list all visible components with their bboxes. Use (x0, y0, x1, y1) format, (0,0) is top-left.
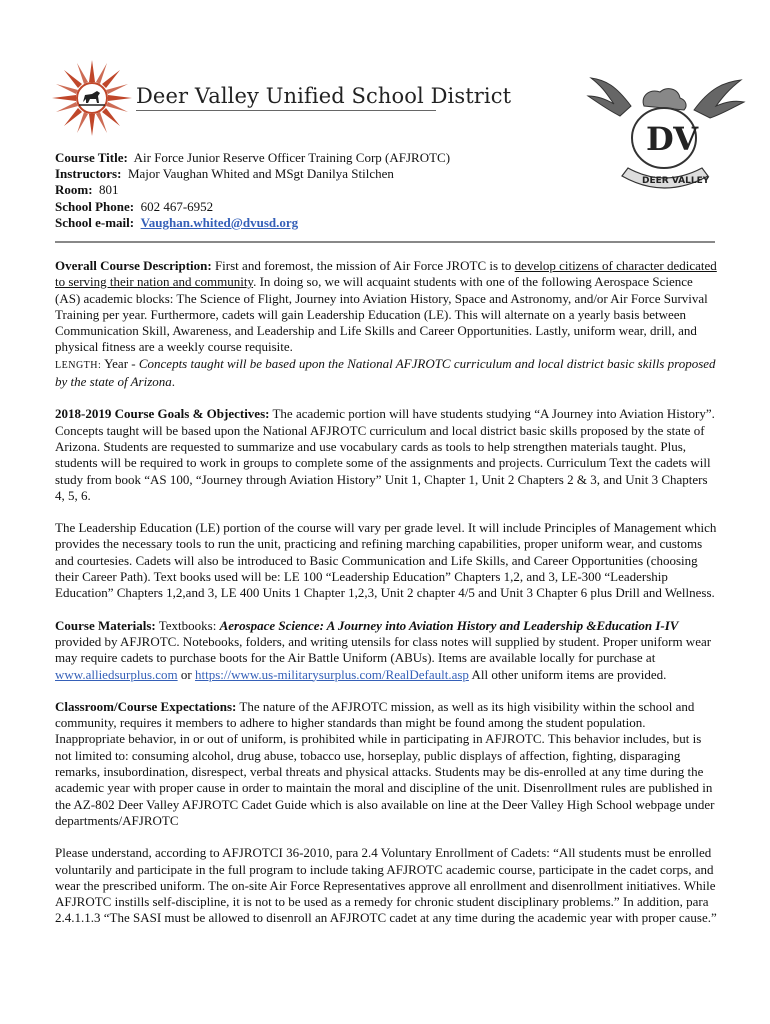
course-title: Air Force Junior Reserve Officer Training Corp (AFJROTC) (133, 150, 451, 165)
overview-text-b: . In doing so, we will acquaint students with one of the following Aerospace Science (AS) academic blocks: The Science of Flight, Journey into Aviation History, Space and Astronomy, and/or Air Force Survival Training per year. Furthermore, cadets will gain Leadership Education (LE). This will alternate on a yearly basis between Communication Skill, Awareness, and Leadership and Life Skills and Career Opportunities. Lastly, uniform wear, drill, and physical fitness are a weekly course requisite. (55, 274, 708, 355)
email-row (55, 215, 450, 231)
phone: 602 467-6952 (140, 198, 214, 214)
expectations-text: The nature of the AFJROTC mission, as well as its high visibility within the school and community, requires it members to adhere to higher standards than might be found among the student population. Inappropriate behavior, in or out of uniform, is prohibited while in participating in AFJROTC. This behavior includes, but is not limited to: consuming alcohol, drug abuse, tobacco use, horseplay, public displays of affection, fighting, disparaging remarks, insubordination, disrespect, verbal threats and physical attacks. Students may be dis-enrolled at any time during the academic year with proper cause in order to maintain the moral and discipline of the unit. Disenrollment rules are published in the AZ-802 Deer Valley AFJROTC Cadet Guide which is also available on line at the Deer Valley High School webpage under departments/AFJROTC (55, 698, 715, 828)
enrollment-text: Please understand, according to AFJROTCI 36-2010, para 2.4 Voluntary Enrollment of Cadets: “All students must be enrolled voluntarily and participate in the full program to include taking AFJROTC academic course, participate in the cadet corps, and wear the prescribed uniform. The on-site Air Force Representatives approve all enrollment and disenrollment initiatives. While AFJROTC instills self-discipline, it is not to be used as a remedy for chronic student disciplinary problems.” In addition, para 2.4.1.1.3 “The SASI must be allowed to disenroll an AFJROTC cadet at any time during the academic year with proper cause.” (55, 845, 717, 926)
overview-paragraph (55, 258, 717, 356)
course-info (55, 150, 450, 231)
materials-text-c: All other uniform items are provided. (471, 666, 667, 682)
phone-row (55, 199, 450, 215)
length-value: Year - (104, 355, 136, 371)
length-end: . (171, 374, 176, 390)
materials-heading: Course Materials: (55, 617, 156, 633)
materials-or: or (180, 666, 192, 682)
phone-label: School Phone: (55, 198, 135, 214)
allied-surplus-link[interactable]: www.alliedsurplus.com (55, 666, 178, 682)
length-note: Concepts taught will be based upon the National AFJROTC curriculum and local district basic skills proposed by the state of Arizona (55, 355, 716, 390)
district-name: Deer Valley Unified School District (136, 84, 512, 108)
expectations-paragraph (55, 699, 717, 829)
overview-mission: develop citizens of character dedicated to serving their nation and community (55, 258, 717, 290)
header-divider (136, 110, 436, 111)
instructors-row (55, 166, 450, 182)
document-body (55, 258, 717, 943)
enrollment-paragraph (55, 845, 717, 926)
email-link[interactable]: Vaughan.whited@dvusd.org (140, 214, 299, 230)
course-title-row (55, 150, 450, 166)
overview-text-a: First and foremost, the mission of Air Force JROTC is to (214, 258, 512, 273)
room: 801 (99, 182, 119, 198)
goals-paragraph (55, 406, 717, 504)
goals-heading: 2018-2019 Course Goals & Objectives: (55, 406, 270, 422)
sun-logo-icon (48, 58, 138, 138)
le-paragraph (55, 520, 717, 601)
military-surplus-link[interactable]: https://www.us-militarysurplus.com/RealDefault.asp (194, 666, 469, 682)
overview-heading: Overall Course Description: (55, 258, 212, 273)
textbook-title: Aerospace Science: A Journey into Aviation History and Leadership &Education I-IV (219, 617, 679, 633)
length-label: LENGTH: (55, 359, 102, 371)
svg-text:DV: DV (646, 120, 699, 158)
email-label: School e-mail: (55, 214, 135, 230)
instructors-label: Instructors: (55, 166, 122, 182)
section-divider (55, 241, 715, 243)
materials-paragraph (55, 618, 717, 683)
svg-text:DEER VALLEY: DEER VALLEY (642, 176, 710, 186)
room-label: Room: (55, 182, 93, 198)
eagle-crest-icon (586, 76, 746, 201)
instructors: Major Vaughan Whited and MSgt Danilya Stilchen (127, 166, 394, 182)
materials-text-a: Textbooks: (158, 617, 217, 633)
expectations-heading: Classroom/Course Expectations: (55, 698, 237, 714)
materials-text-b: provided by AFJROTC. Notebooks, folders, and writing utensils for class notes will supplied by student. Proper uniform wear may require cadets to purchase boots for the Air Battle Uniform (ABUs). Items are available locally for purchase at (55, 633, 712, 666)
room-row (55, 182, 450, 198)
goals-text: The academic portion will have students studying “A Journey into Aviation History”. Concepts taught will be based upon the National AFJROTC curriculum and local district basic skills proposed by the state of Arizona. Students are requested to summarize and use vocabulary cards as tools to help strengthen materials taught. Plus, students will be required to work in groups to complete some of the assignments and projects. Curriculum Text the cadets will study from book “AS 100, “Journey through Aviation History” Unit 1, Chapter 1, Unit 2 Chapters 2 & 3, and Unit 3 Chapters 4, 5, 6. (55, 406, 715, 503)
le-text: The Leadership Education (LE) portion of the course will vary per grade level. It will include Principles of Management which provides the necessary tools to run the unit, practicing and refining marching capabilities, proper uniform wear, and customs and courtesies. Cadets will also be introduced to Basic Communication and Life Skills, and Career Opportunities (choosing their Career Path). Text books used will be: LE 100 “Leadership Education” Chapters 1,2, and 3, LE-300 “Leadership Education” Chapters 1,2,and 3, LE 400 Units 1 Chapter 1,2,3, Unit 2 chapter 4/5 and Unit 3 Chapter 6 plus Drill and Wellness. (55, 520, 717, 601)
length-paragraph (55, 356, 717, 391)
course-title-label: Course Title: (55, 150, 128, 165)
